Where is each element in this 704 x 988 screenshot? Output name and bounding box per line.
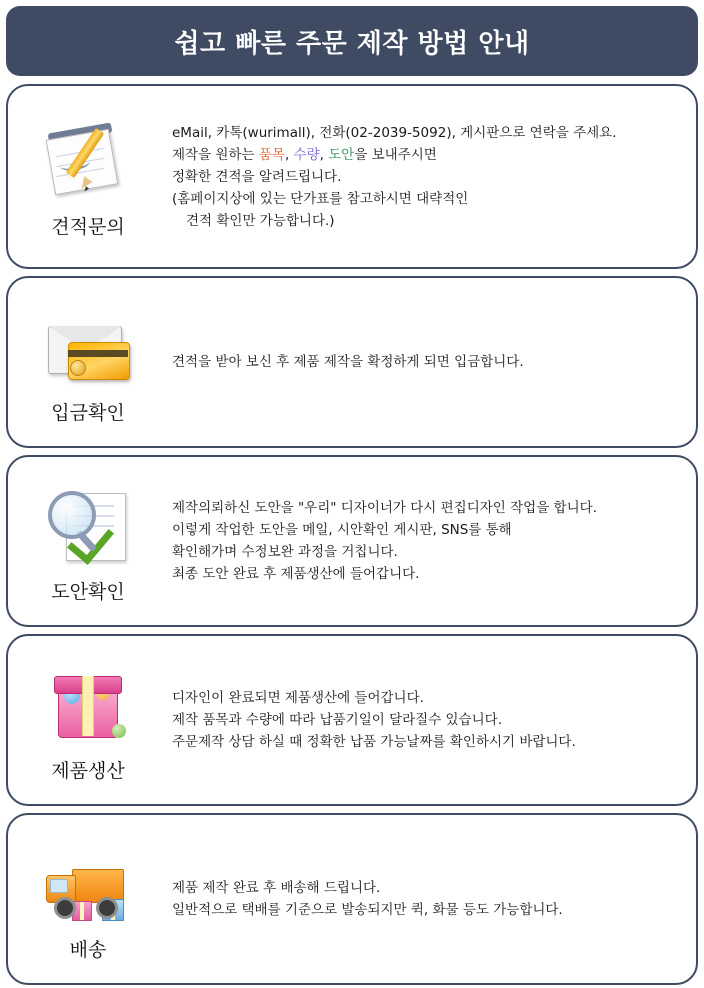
step-line: 제작을 원하는 품목, 수량, 도안을 보내주시면	[172, 146, 437, 163]
step-line: eMail, 카톡(wurimall), 전화(02-2039-5092), 게시판으로 연락을 주세요.	[172, 124, 617, 141]
step-icon-area	[8, 837, 168, 962]
step-card-quote	[6, 84, 698, 269]
step-card-payment	[6, 276, 698, 448]
step-line: 견적을 받아 보신 후 제품 제작을 확정하게 되면 입금합니다.	[172, 354, 524, 370]
step-label: 제품생산	[51, 759, 125, 782]
step-label: 견적문의	[51, 216, 125, 238]
delivery-truck-icon	[40, 841, 136, 927]
step-line: 견적 확인만 가능합니다.)	[186, 212, 335, 229]
step-text-area	[168, 687, 696, 753]
step-card-delivery	[6, 813, 698, 985]
step-text-area	[168, 122, 696, 232]
step-icon-area	[8, 479, 168, 604]
magnifier-check-icon	[40, 483, 136, 569]
notepad-pencil-icon	[40, 118, 136, 204]
page-header	[6, 6, 698, 76]
step-line: 주문제작 상담 하실 때 정확한 납품 가능날짜를 확인하시기 바랍니다.	[172, 734, 576, 750]
step-card-production	[6, 634, 698, 806]
step-icon-area	[8, 114, 168, 239]
step-text-area	[168, 497, 696, 585]
step-line: 최종 도안 완료 후 제품생산에 들어갑니다.	[172, 566, 420, 582]
step-line: 디자인이 완료되면 제품생산에 들어갑니다.	[172, 690, 424, 706]
step-line: 제작의뢰하신 도안을 "우리" 디자이너가 다시 편집디자인 작업을 합니다.	[172, 500, 597, 516]
step-card-design-check	[6, 455, 698, 627]
step-line: 일반적으로 택배를 기준으로 발송되지만 퀵, 화물 등도 가능합니다.	[172, 902, 563, 918]
steps-list	[6, 84, 698, 985]
step-text-area	[168, 351, 696, 373]
step-label: 도안확인	[51, 580, 125, 603]
step-icon-area	[8, 300, 168, 425]
step-icon-area	[8, 658, 168, 783]
step-label: 배송	[69, 938, 107, 961]
step-line: 확인해가며 수정보완 과정을 거칩니다.	[172, 544, 398, 560]
step-line: (홈페이지상에 있는 단가표를 참고하시면 대략적인	[172, 190, 469, 207]
step-text-area	[168, 877, 696, 921]
step-line: 이렇게 작업한 도안을 메일, 시안확인 게시판, SNS를 통해	[172, 522, 512, 538]
step-line: 제작 품목과 수량에 따라 납품기일이 달라질수 있습니다.	[172, 712, 502, 728]
envelope-card-icon	[40, 304, 136, 390]
step-label: 입금확인	[51, 401, 125, 424]
gift-box-icon	[40, 662, 136, 748]
page-title: 쉽고 빠른 주문 제작 방법 안내	[174, 28, 530, 59]
step-line: 정확한 견적을 알려드립니다.	[172, 168, 342, 185]
step-line: 제품 제작 완료 후 배송해 드립니다.	[172, 880, 381, 896]
